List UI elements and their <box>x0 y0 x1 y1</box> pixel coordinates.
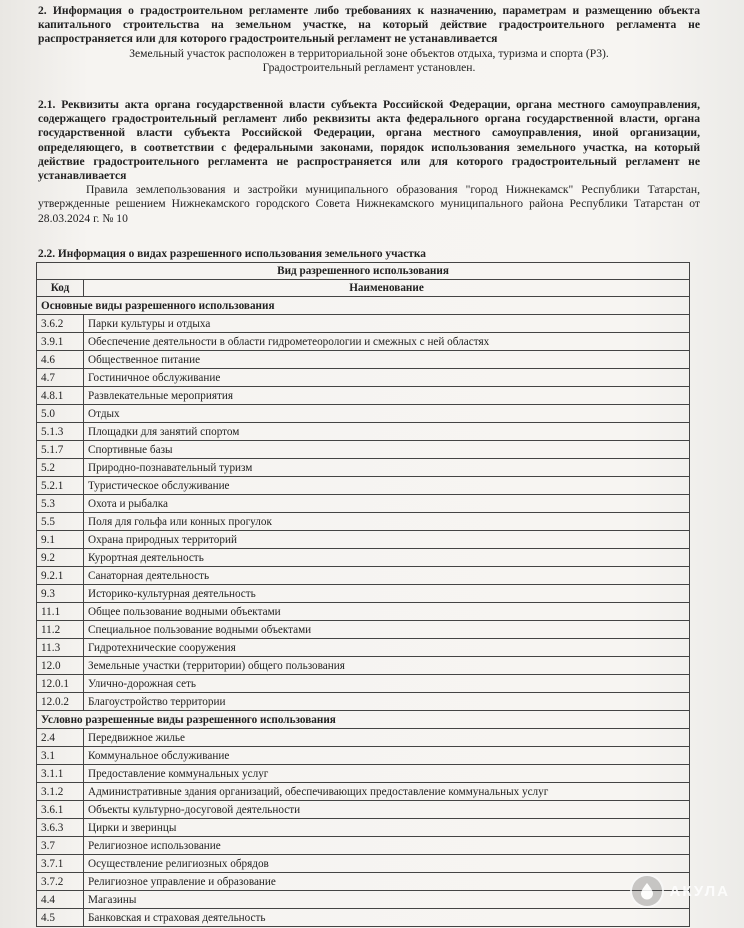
table-row <box>37 675 690 693</box>
cell-code: 4.6 <box>37 351 84 369</box>
cell-name: Гостиничное обслуживание <box>84 369 690 387</box>
table-row <box>37 855 690 873</box>
table-row <box>37 765 690 783</box>
cell-name: Предоставление коммунальных услуг <box>84 765 690 783</box>
cell-code: 11.2 <box>37 621 84 639</box>
cell-name: Историко-культурная деятельность <box>84 585 690 603</box>
group-row <box>37 711 690 729</box>
cell-name: Общее пользование водными объектами <box>84 603 690 621</box>
cell-code: 9.2.1 <box>37 567 84 585</box>
cell-name: Цирки и зверинцы <box>84 819 690 837</box>
table-row <box>37 729 690 747</box>
table-row <box>37 495 690 513</box>
cell-name: Специальное пользование водными объектами <box>84 621 690 639</box>
table-row <box>37 531 690 549</box>
drop-logo-icon <box>630 874 664 908</box>
cell-code: 9.1 <box>37 531 84 549</box>
cell-name: Благоустройство территории <box>84 693 690 711</box>
cell-code: 3.7.1 <box>37 855 84 873</box>
table-title-row <box>37 263 690 280</box>
cell-code: 2.4 <box>37 729 84 747</box>
section-2-regulation-text: Градостроительный регламент установлен. <box>262 60 476 74</box>
cell-code: 11.3 <box>37 639 84 657</box>
table-row <box>37 405 690 423</box>
cell-code: 3.6.2 <box>37 315 84 333</box>
permitted-use-table <box>36 262 690 927</box>
group-row <box>37 297 690 315</box>
table-row <box>37 585 690 603</box>
cell-code: 5.2.1 <box>37 477 84 495</box>
table-row <box>37 747 690 765</box>
cell-name: Курортная деятельность <box>84 549 690 567</box>
cell-name: Площадки для занятий спортом <box>84 423 690 441</box>
section-2-1 <box>38 98 700 226</box>
table-row <box>37 351 690 369</box>
table-row <box>37 891 690 909</box>
cell-name: Обеспечение деятельности в области гидрометеорологии и смежных с ней областях <box>84 333 690 351</box>
section-2-title: 2. Информация о градостроительном регламенте либо требованиях к назначению, параметрам и размещению объекта капитального строительства на земельном участке, на который действие градостроительного регламента не распространяется или для которого градостроительный регламент не устанавливается <box>38 4 700 46</box>
section-2-zone-text: Земельный участок расположен в территориальной зоне объектов отдыха, туризма и спорта (Р3). <box>129 46 609 60</box>
table-title: Вид разрешенного использования <box>37 263 690 280</box>
cell-code: 12.0 <box>37 657 84 675</box>
table-row <box>37 513 690 531</box>
table-row <box>37 423 690 441</box>
cell-name: Объекты культурно-досуговой деятельности <box>84 801 690 819</box>
table-row <box>37 459 690 477</box>
cell-code: 12.0.2 <box>37 693 84 711</box>
group-title: Условно разрешенные виды разрешенного использования <box>37 711 690 729</box>
table-row <box>37 603 690 621</box>
table-row <box>37 369 690 387</box>
table-row <box>37 837 690 855</box>
cell-name: Осуществление религиозных обрядов <box>84 855 690 873</box>
table-row <box>37 621 690 639</box>
cell-name: Магазины <box>84 891 690 909</box>
table-row <box>37 819 690 837</box>
cell-code: 5.3 <box>37 495 84 513</box>
table-row <box>37 657 690 675</box>
table-row <box>37 693 690 711</box>
cell-code: 5.5 <box>37 513 84 531</box>
cell-name: Санаторная деятельность <box>84 567 690 585</box>
table-row <box>37 783 690 801</box>
cell-code: 12.0.1 <box>37 675 84 693</box>
cell-code: 3.1 <box>37 747 84 765</box>
section-2-1-text: Правила землепользования и застройки муниципального образования "город Нижнекамск" Республики Татарстан, утвержденные решением Нижнекамского городского Совета Нижнекамского муниципального района Республики Татарстан от 28.03.2024 г. № 10 <box>38 183 700 225</box>
group-title: Основные виды разрешенного использования <box>37 297 690 315</box>
cell-name: Коммунальное обслуживание <box>84 747 690 765</box>
cell-name: Земельные участки (территории) общего пользования <box>84 657 690 675</box>
section-2 <box>38 4 700 75</box>
cell-code: 9.2 <box>37 549 84 567</box>
cell-code: 3.1.1 <box>37 765 84 783</box>
cell-name: Банковская и страховая деятельность <box>84 909 690 927</box>
cell-name: Охрана природных территорий <box>84 531 690 549</box>
cell-name: Спортивные базы <box>84 441 690 459</box>
cell-name: Гидротехнические сооружения <box>84 639 690 657</box>
cell-code: 3.6.1 <box>37 801 84 819</box>
cell-code: 9.3 <box>37 585 84 603</box>
section-2-1-title: 2.1. Реквизиты акта органа государственной власти субъекта Российской Федерации, органа местного самоуправления, содержащего градостроительный регламент либо реквизиты акта федерального органа государственной власти, органа государственной власти субъекта Российской Федерации, органа местного самоуправления, иной организации, определяющего, в соответствии с федеральными законами, порядок использования земельного участка, на который действие градостроительного регламента не распространяется или для которого градостроительный регламент не устанавливается <box>38 98 700 183</box>
cell-code: 3.1.2 <box>37 783 84 801</box>
table-header-row <box>37 280 690 297</box>
cell-code: 4.8.1 <box>37 387 84 405</box>
table-row <box>37 315 690 333</box>
cell-code: 5.0 <box>37 405 84 423</box>
table-row <box>37 801 690 819</box>
column-header-name: Наименование <box>84 280 690 297</box>
table-row <box>37 441 690 459</box>
cell-code: 3.6.3 <box>37 819 84 837</box>
cell-name: Передвижное жилье <box>84 729 690 747</box>
table-row <box>37 549 690 567</box>
table-row <box>37 909 690 927</box>
cell-code: 4.4 <box>37 891 84 909</box>
cell-code: 5.1.7 <box>37 441 84 459</box>
cell-code: 5.1.3 <box>37 423 84 441</box>
cell-code: 11.1 <box>37 603 84 621</box>
cell-name: Административные здания организаций, обеспечивающих предоставление коммунальных услуг <box>84 783 690 801</box>
cell-name: Отдых <box>84 405 690 423</box>
cell-name: Парки культуры и отдыха <box>84 315 690 333</box>
cell-code: 4.7 <box>37 369 84 387</box>
column-header-code: Код <box>37 280 84 297</box>
cell-name: Туристическое обслуживание <box>84 477 690 495</box>
cell-name: Охота и рыбалка <box>84 495 690 513</box>
table-row <box>37 477 690 495</box>
cell-name: Природно-познавательный туризм <box>84 459 690 477</box>
cell-code: 3.9.1 <box>37 333 84 351</box>
table-row <box>37 387 690 405</box>
cell-name: Религиозное управление и образование <box>84 873 690 891</box>
table-row <box>37 567 690 585</box>
cell-name: Развлекательные мероприятия <box>84 387 690 405</box>
cell-code: 3.7.2 <box>37 873 84 891</box>
watermark <box>630 874 730 908</box>
cell-name: Религиозное использование <box>84 837 690 855</box>
cell-name: Поля для гольфа или конных прогулок <box>84 513 690 531</box>
cell-name: Улично-дорожная сеть <box>84 675 690 693</box>
table-row <box>37 333 690 351</box>
watermark-text: АКУЛА <box>669 882 730 900</box>
section-2-2-title: 2.2. Информация о видах разрешенного использования земельного участка <box>38 248 426 260</box>
table-row <box>37 873 690 891</box>
cell-code: 3.7 <box>37 837 84 855</box>
table-row <box>37 639 690 657</box>
cell-code: 5.2 <box>37 459 84 477</box>
cell-code: 4.5 <box>37 909 84 927</box>
cell-name: Общественное питание <box>84 351 690 369</box>
